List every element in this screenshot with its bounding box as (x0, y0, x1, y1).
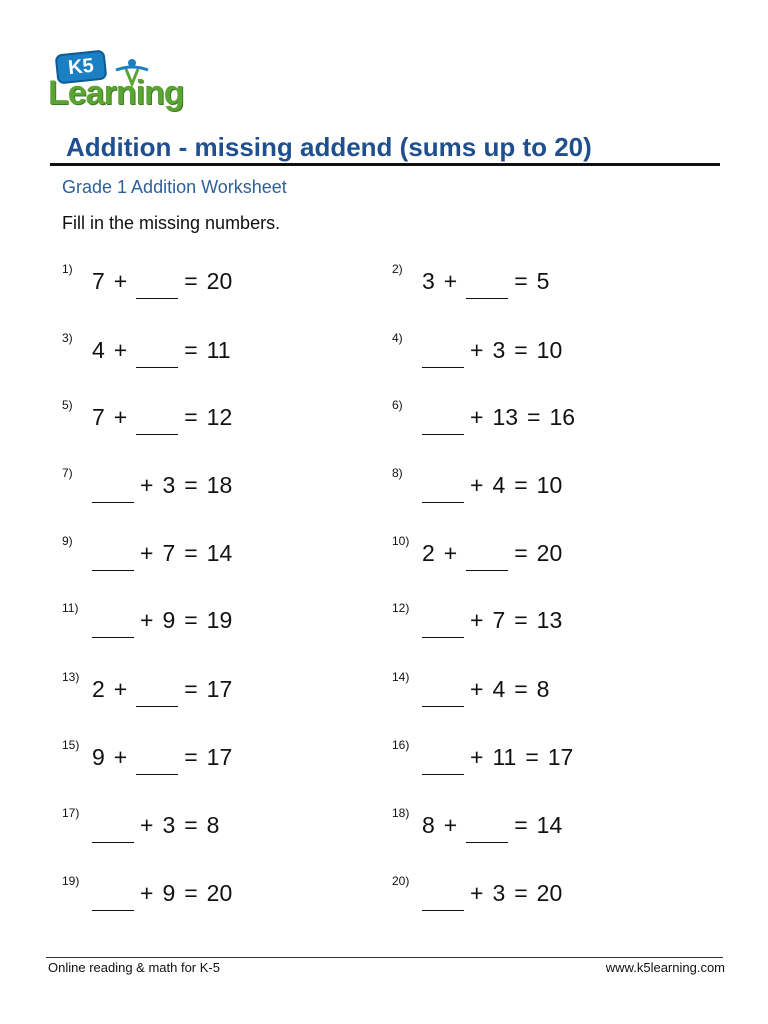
equation (92, 400, 241, 431)
addend: 3 (162, 812, 176, 838)
addend: 11 (492, 744, 517, 770)
addend: 8 (422, 812, 435, 838)
sum: 20 (536, 540, 563, 566)
equals-sign: = (525, 744, 539, 770)
addend: 4 (492, 472, 506, 498)
sum: 11 (206, 337, 231, 363)
answer-blank[interactable] (92, 478, 134, 503)
answer-blank[interactable] (466, 818, 508, 843)
answer-blank[interactable] (136, 410, 178, 435)
equation (92, 603, 241, 634)
equation (422, 672, 558, 703)
equation (422, 740, 582, 771)
equals-sign: = (184, 880, 198, 906)
plus-sign: + (470, 676, 484, 702)
answer-blank[interactable] (92, 886, 134, 911)
equals-sign: = (184, 268, 198, 294)
addend: 9 (162, 607, 176, 633)
addend: 9 (162, 880, 176, 906)
plus-sign: + (140, 812, 154, 838)
equation (92, 876, 241, 907)
footer-tagline: Online reading & math for K-5 (48, 960, 220, 975)
addend: 4 (92, 337, 105, 363)
equals-sign: = (184, 540, 198, 566)
addend: 13 (492, 404, 519, 430)
addend: 7 (92, 404, 105, 430)
problem-number: 6) (392, 398, 403, 412)
sum: 13 (536, 607, 563, 633)
problem-number: 4) (392, 331, 403, 345)
equals-sign: = (514, 880, 528, 906)
plus-sign: + (140, 472, 154, 498)
logo-wordmark: Learning (48, 74, 184, 112)
equals-sign: = (514, 676, 528, 702)
plus-sign: + (140, 880, 154, 906)
equation (92, 740, 241, 771)
plus-sign: + (140, 540, 154, 566)
problem-number: 7) (62, 466, 73, 480)
equals-sign: = (184, 676, 198, 702)
problem-number: 16) (392, 738, 410, 752)
instructions: Fill in the missing numbers. (62, 213, 281, 233)
sum: 20 (206, 268, 233, 294)
equals-sign: = (514, 540, 528, 566)
equation (92, 672, 241, 703)
plus-sign: + (113, 337, 128, 363)
problem-number: 20) (392, 874, 410, 888)
problem-number: 15) (62, 738, 80, 752)
sum: 12 (206, 404, 233, 430)
problem-number: 18) (392, 806, 410, 820)
answer-blank[interactable] (92, 818, 134, 843)
footer-website: www.k5learning.com (605, 960, 725, 975)
sum: 20 (536, 880, 563, 906)
sum: 8 (206, 812, 220, 838)
answer-blank[interactable] (136, 682, 178, 707)
sum: 18 (206, 472, 233, 498)
equals-sign: = (184, 337, 198, 363)
addend: 7 (492, 607, 506, 633)
addend: 9 (92, 744, 105, 770)
sum: 17 (547, 744, 574, 770)
sum: 8 (536, 676, 550, 702)
problem-number: 2) (392, 262, 403, 276)
plus-sign: + (443, 812, 458, 838)
worksheet-title: Addition - missing addend (sums up to 20) (66, 132, 592, 162)
sum: 10 (536, 337, 563, 363)
sum: 16 (549, 404, 576, 430)
answer-blank[interactable] (466, 546, 508, 571)
equals-sign: = (514, 812, 528, 838)
problem-number: 13) (62, 670, 80, 684)
equals-sign: = (184, 607, 198, 633)
sum: 17 (206, 744, 233, 770)
problem-number: 1) (62, 262, 73, 276)
worksheet-subtitle: Grade 1 Addition Worksheet (62, 177, 287, 197)
answer-blank[interactable] (422, 886, 464, 911)
equals-sign: = (514, 472, 528, 498)
addend: 3 (422, 268, 435, 294)
problem-number: 17) (62, 806, 80, 820)
equals-sign: = (184, 744, 198, 770)
answer-blank[interactable] (136, 274, 178, 299)
equals-sign: = (184, 404, 198, 430)
problem-number: 11) (62, 601, 79, 615)
sum: 14 (536, 812, 563, 838)
plus-sign: + (470, 607, 484, 633)
sum: 19 (206, 607, 233, 633)
plus-sign: + (113, 268, 128, 294)
equation (422, 603, 571, 634)
equation (92, 264, 241, 295)
sum: 10 (536, 472, 563, 498)
addend: 3 (492, 880, 506, 906)
equation (422, 808, 571, 839)
plus-sign: + (470, 472, 484, 498)
equals-sign: = (514, 337, 528, 363)
answer-blank[interactable] (422, 613, 464, 638)
logo-badge: K5 (55, 49, 108, 84)
equation (422, 468, 571, 499)
plus-sign: + (443, 540, 458, 566)
plus-sign: + (140, 607, 154, 633)
problem-number: 8) (392, 466, 403, 480)
problem-number: 10) (392, 534, 410, 548)
problem-number: 9) (62, 534, 73, 548)
addend: 2 (92, 676, 105, 702)
addend: 2 (422, 540, 435, 566)
equals-sign: = (514, 268, 528, 294)
equation (422, 876, 571, 907)
sum: 17 (206, 676, 233, 702)
equation (92, 808, 228, 839)
plus-sign: + (443, 268, 458, 294)
answer-blank[interactable] (92, 546, 134, 571)
problem-number: 3) (62, 331, 73, 345)
answer-blank[interactable] (92, 613, 134, 638)
problem-number: 5) (62, 398, 73, 412)
answer-blank[interactable] (422, 343, 464, 368)
sum: 20 (206, 880, 233, 906)
equation (92, 333, 240, 364)
problem-number: 14) (392, 670, 410, 684)
sum: 5 (536, 268, 550, 294)
answer-blank[interactable] (422, 478, 464, 503)
plus-sign: + (470, 337, 484, 363)
problem-number: 12) (392, 601, 410, 615)
plus-sign: + (113, 404, 128, 430)
answer-blank[interactable] (422, 410, 464, 435)
equation (422, 264, 558, 295)
equals-sign: = (184, 812, 198, 838)
equals-sign: = (527, 404, 541, 430)
equals-sign: = (184, 472, 198, 498)
addend: 3 (492, 337, 506, 363)
equals-sign: = (514, 607, 528, 633)
title-underline (50, 163, 720, 166)
answer-blank[interactable] (422, 682, 464, 707)
addend: 3 (162, 472, 176, 498)
answer-blank[interactable] (136, 343, 178, 368)
answer-blank[interactable] (136, 750, 178, 775)
equation (92, 468, 241, 499)
addend: 7 (92, 268, 105, 294)
equation (422, 333, 571, 364)
plus-sign: + (470, 404, 484, 430)
plus-sign: + (470, 880, 484, 906)
plus-sign: + (113, 744, 128, 770)
k5-learning-logo (48, 50, 188, 112)
problem-number: 19) (62, 874, 80, 888)
equation (92, 536, 241, 567)
plus-sign: + (113, 676, 128, 702)
addend: 4 (492, 676, 506, 702)
plus-sign: + (470, 744, 484, 770)
equation (422, 400, 584, 431)
answer-blank[interactable] (422, 750, 464, 775)
answer-blank[interactable] (466, 274, 508, 299)
equation (422, 536, 571, 567)
footer-divider (46, 957, 723, 958)
sum: 14 (206, 540, 233, 566)
addend: 7 (162, 540, 176, 566)
